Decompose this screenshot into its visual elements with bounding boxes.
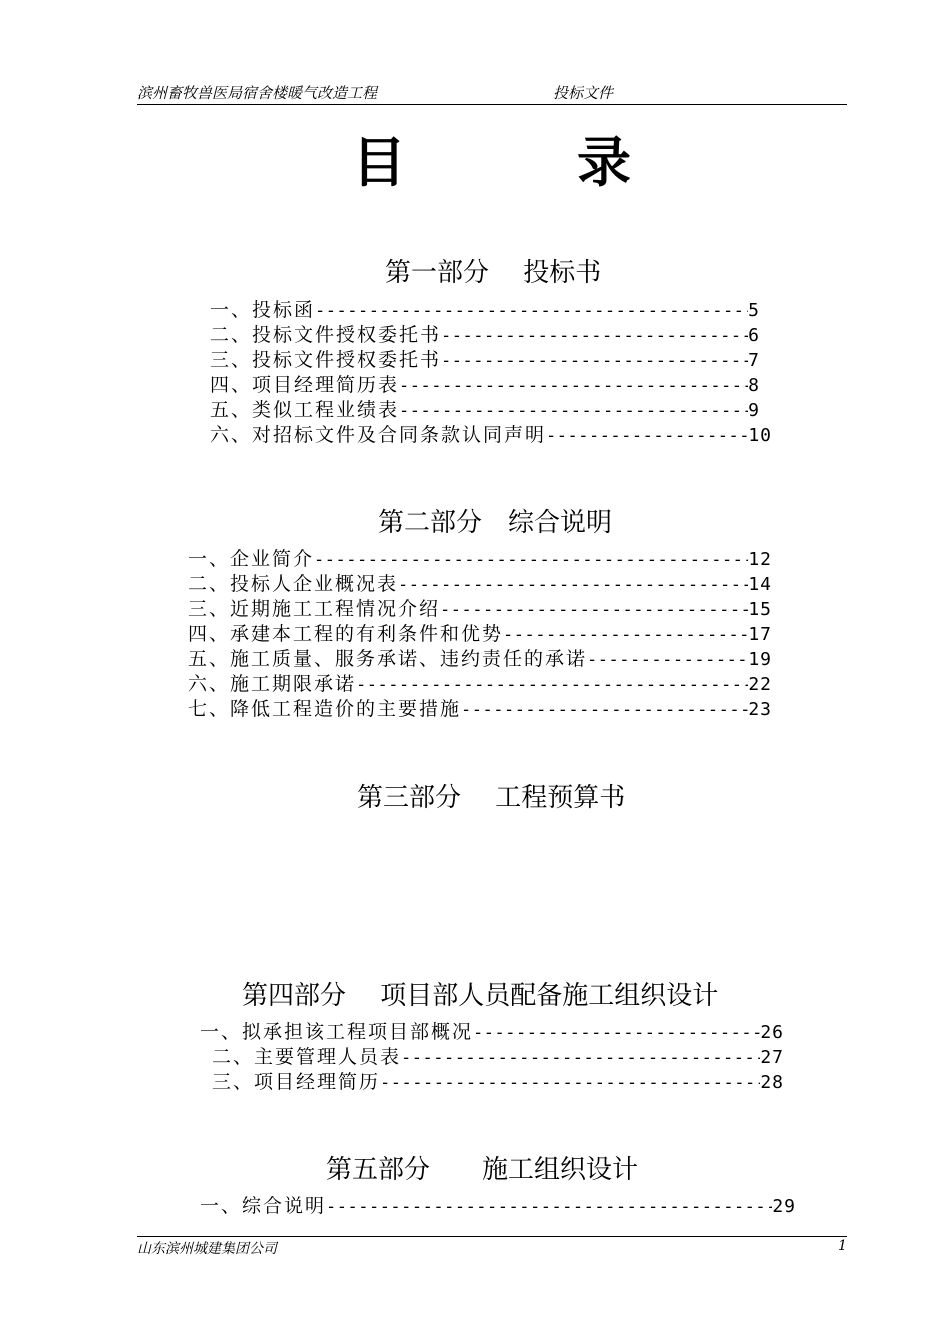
toc-entry-label: 五、类似工程业绩表: [210, 399, 400, 421]
toc-entry-page: 10: [748, 425, 772, 446]
leader-dots: [546, 424, 748, 448]
toc-entry[interactable]: [188, 622, 772, 646]
toc-entry[interactable]: [210, 423, 772, 447]
toc-entry[interactable]: [210, 323, 760, 347]
toc-entry-label: 七、降低工程造价的主要措施: [188, 698, 462, 720]
part-heading-4: 第四部分 项目部人员配备施工组织设计: [242, 981, 719, 1011]
page-title: [0, 130, 950, 200]
toc-entry[interactable]: [200, 1020, 784, 1044]
toc-entry[interactable]: [188, 547, 772, 571]
leader-dots: [399, 374, 748, 398]
toc-entry-label: 三、投标文件授权委托书: [210, 349, 442, 371]
footer-company: 山东滨州城建集团公司: [137, 1241, 277, 1257]
toc-entry[interactable]: [210, 348, 760, 372]
leader-dots: [441, 324, 748, 348]
toc-entry-label: 三、项目经理简历: [212, 1071, 381, 1093]
leader-dots: [587, 648, 748, 672]
toc-entry-page: 19: [748, 649, 772, 670]
toc-entry-label: 二、投标人企业概况表: [188, 573, 399, 595]
footer-page-number: 1: [838, 1238, 847, 1254]
leader-dots: [314, 548, 748, 572]
toc-entry[interactable]: [188, 647, 772, 671]
leader-dots: [401, 1046, 760, 1070]
leader-dots: [356, 673, 748, 697]
toc-entry-label: 一、综合说明: [200, 1195, 327, 1217]
part-heading-3: 第三部分 工程预算书: [357, 783, 626, 813]
toc-entry-label: 二、主要管理人员表: [212, 1046, 402, 1068]
toc-entry-page: 14: [748, 574, 772, 595]
toc-entry-page: 6: [748, 325, 760, 346]
title-char-2: 录: [577, 131, 631, 194]
toc-entry-page: 22: [748, 674, 772, 695]
toc-entry-label: 三、近期施工工程情况介绍: [188, 598, 441, 620]
toc-entry[interactable]: [200, 1194, 796, 1218]
toc-entry-label: 一、企业简介: [188, 548, 315, 570]
part-heading-5: 第五部分 施工组织设计: [326, 1155, 639, 1185]
leader-dots: [315, 299, 748, 323]
header-doc-type: 投标文件: [553, 84, 614, 102]
toc-entry-page: 9: [748, 400, 760, 421]
toc-entry-page: 12: [748, 549, 772, 570]
leader-dots: [461, 698, 748, 722]
toc-entry[interactable]: [210, 298, 760, 322]
toc-entry[interactable]: [210, 373, 760, 397]
toc-entry-label: 六、施工期限承诺: [188, 673, 357, 695]
toc-entry-page: 29: [772, 1196, 796, 1217]
header-rule: [137, 104, 847, 105]
footer-rule: [137, 1236, 847, 1237]
leader-dots: [441, 349, 748, 373]
leader-dots: [440, 598, 748, 622]
title-char-1: 目: [352, 131, 406, 194]
toc-entry-page: 17: [748, 624, 772, 645]
leader-dots: [399, 399, 748, 423]
leader-dots: [473, 1021, 760, 1045]
toc-entry-page: 28: [760, 1072, 784, 1093]
part-heading-2: 第二部分 综合说明: [378, 508, 613, 538]
leader-dots: [326, 1195, 772, 1219]
header-project-name: 滨州畜牧兽医局宿舍楼暖气改造工程: [137, 84, 378, 102]
toc-entry-page: 26: [760, 1022, 784, 1043]
toc-entry[interactable]: [210, 398, 760, 422]
toc-entry-page: 8: [748, 375, 760, 396]
toc-entry-page: 7: [748, 350, 760, 371]
toc-entry-label: 二、投标文件授权委托书: [210, 324, 442, 346]
leader-dots: [380, 1071, 760, 1095]
toc-entry-label: 一、投标函: [210, 299, 316, 321]
toc-entry[interactable]: [188, 572, 772, 596]
toc-entry[interactable]: [212, 1045, 784, 1069]
toc-entry[interactable]: [188, 672, 772, 696]
toc-entry-page: 15: [748, 599, 772, 620]
toc-entry-label: 五、施工质量、服务承诺、违约责任的承诺: [188, 648, 588, 670]
toc-entry[interactable]: [188, 697, 772, 721]
toc-entry-label: 四、项目经理简历表: [210, 374, 400, 396]
toc-entry-page: 27: [760, 1047, 784, 1068]
toc-entry[interactable]: [212, 1070, 784, 1094]
leader-dots: [398, 573, 748, 597]
toc-entry-page: 5: [748, 300, 760, 321]
toc-entry-label: 四、承建本工程的有利条件和优势: [188, 623, 504, 645]
leader-dots: [503, 623, 748, 647]
toc-entry-label: 六、对招标文件及合同条款认同声明: [210, 424, 547, 446]
toc-entry-page: 23: [748, 699, 772, 720]
part-heading-1: 第一部分 投标书: [385, 258, 602, 288]
toc-entry-label: 一、拟承担该工程项目部概况: [200, 1021, 474, 1043]
toc-entry[interactable]: [188, 597, 772, 621]
